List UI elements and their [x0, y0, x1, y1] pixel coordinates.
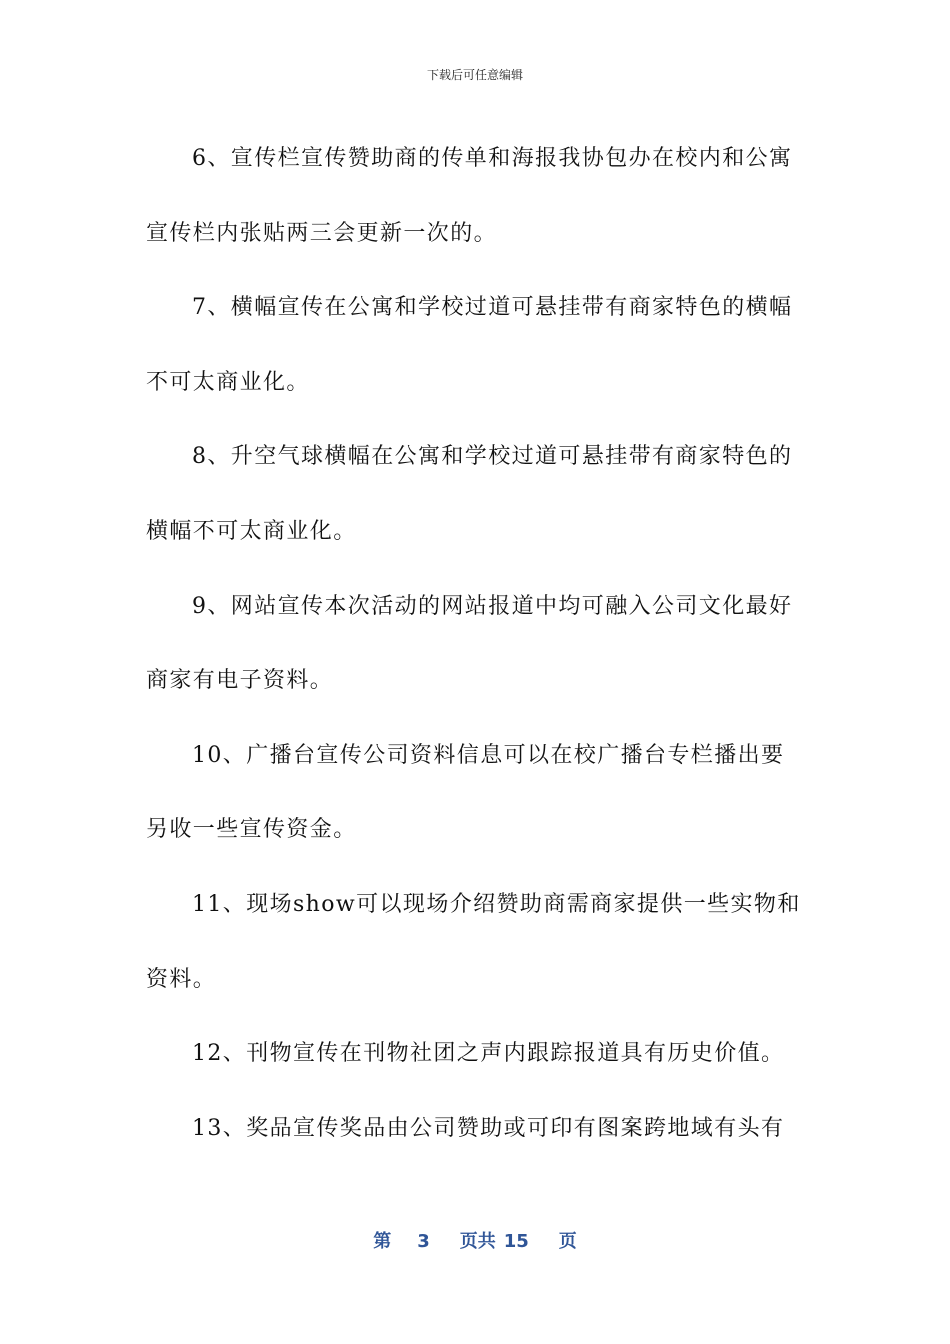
paragraph-13: [146, 1092, 806, 1167]
paragraph-8: [146, 420, 806, 569]
paragraph-10: [146, 719, 806, 868]
paragraph-line: 商家有电子资料。: [146, 668, 334, 694]
paragraph-12: [146, 1017, 806, 1092]
paragraph-line: 13、奖品宣传奖品由公司赞助或可印有图案跨地域有头有: [192, 1115, 785, 1141]
paragraph-line: 8、升空气球横幅在公寓和学校过道可悬挂带有商家特色的: [192, 444, 793, 470]
page-header: 下载后可任意编辑: [426, 68, 523, 82]
paragraph-6: [146, 122, 806, 271]
paragraph-9: [146, 570, 806, 719]
paragraph-line: 资料。: [146, 966, 217, 992]
paragraph-line: 另收一些宣传资金。: [146, 817, 357, 843]
paragraph-line: 不可太商业化。: [146, 369, 310, 395]
paragraph-line: 12、刊物宣传在刊物社团之声内跟踪报道具有历史价值。: [192, 1041, 785, 1067]
paragraph-line: 宣传栏内张贴两三会更新一次的。: [146, 220, 498, 246]
current-page-number: 3: [417, 1231, 430, 1252]
footer-middle: 页共: [459, 1231, 496, 1252]
footer-prefix: 第: [373, 1231, 392, 1252]
paragraph-line: 7、横幅宣传在公寓和学校过道可悬挂带有商家特色的横幅: [192, 295, 793, 321]
paragraph-11: [146, 868, 806, 1017]
paragraph-line: 11、现场show可以现场介绍赞助商需商家提供一些实物和: [192, 891, 801, 917]
paragraph-line: 10、广播台宣传公司资料信息可以在校广播台专栏播出要: [192, 742, 785, 768]
paragraph-line: 9、网站宣传本次活动的网站报道中均可融入公司文化最好: [192, 593, 793, 619]
footer-suffix: 页: [558, 1231, 577, 1252]
total-pages-number: 15: [503, 1231, 529, 1252]
document-body: [146, 122, 806, 1166]
paragraph-7: [146, 271, 806, 420]
paragraph-line: 横幅不可太商业化。: [146, 518, 357, 544]
page-number-footer: [0, 1227, 950, 1253]
paragraph-line: 6、宣传栏宣传赞助商的传单和海报我协包办在校内和公寓: [192, 146, 793, 171]
